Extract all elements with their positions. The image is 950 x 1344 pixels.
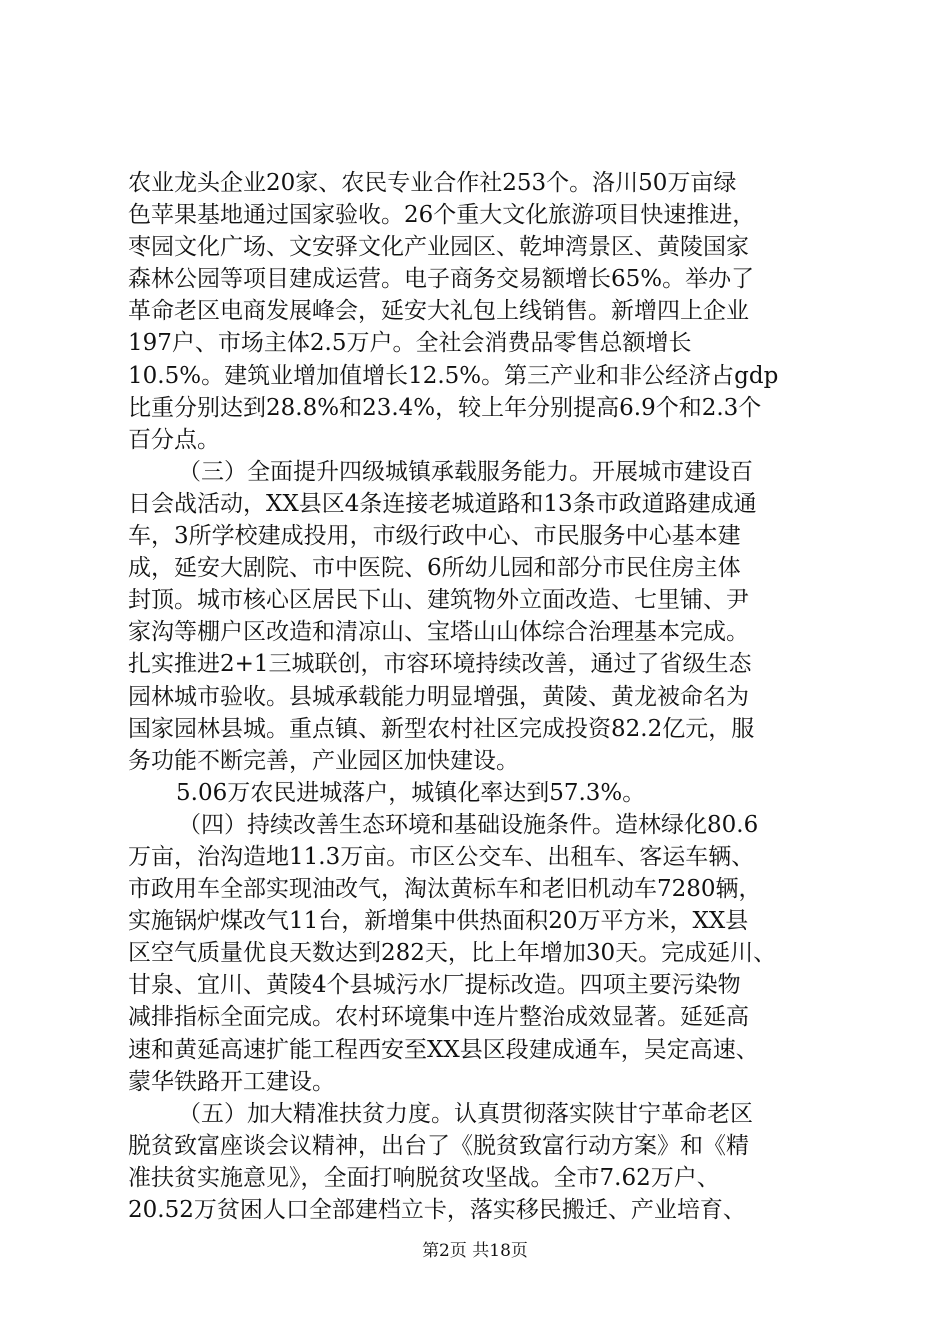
text-line: 革命老区电商发展峰会，延安大礼包上线销售。新增四上企业 xyxy=(128,298,749,325)
section-heading-line: （四）持续改善生态环境和基础设施条件。造林绿化80.6 xyxy=(178,811,759,838)
text-line: 色苹果基地通过国家验收。26个重大文化旅游项目快速推进， xyxy=(128,202,756,229)
page-number-footer: 第2页 共18页 xyxy=(422,1241,528,1261)
text-line: 成，延安大剧院、市中医院、6所幼儿园和部分市民住房主体 xyxy=(128,555,741,582)
text-line: 封顶。城市核心区居民下山、建筑物外立面改造、七里铺、尹 xyxy=(128,587,749,614)
text-line: 万亩，治沟造地11.3万亩。市区公交车、出租车、客运车辆、 xyxy=(128,843,755,870)
text-line: 务功能不断完善，产业园区加快建设。 xyxy=(128,747,519,774)
text-line: 20.52万贫困人口全部建档立卡，落实移民搬迁、产业培育、 xyxy=(128,1197,746,1223)
text-line: 森林公园等项目建成运营。电子商务交易额增长65%。举办了 xyxy=(128,266,755,293)
text-line: 197户、市场主体2.5万户。全社会消费品零售总额增长 xyxy=(128,330,692,357)
text-line: 枣园文化广场、文安驿文化产业园区、乾坤湾景区、黄陵国家 xyxy=(128,234,749,261)
text-line: 家沟等棚户区改造和清凉山、宝塔山山体综合治理基本完成。 xyxy=(128,619,749,646)
section-heading-line: （五）加大精准扶贫力度。认真贯彻落实陕甘宁革命老区 xyxy=(178,1100,753,1127)
text-line: 百分点。 xyxy=(128,426,220,453)
text-line: 园林城市验收。县城承载能力明显增强，黄陵、黄龙被命名为 xyxy=(128,683,749,710)
text-line: 甘泉、宜川、黄陵4个县城污水厂提标改造。四项主要污染物 xyxy=(128,972,741,999)
text-line: 区空气质量优良天数达到282天，比上年增加30天。完成延川、 xyxy=(128,940,777,967)
text-line: 减排指标全面完成。农村环境集中连片整治成效显著。延延高 xyxy=(128,1004,749,1031)
text-line: 比重分别达到28.8%和23.4%，较上年分别提高6.9个和2.3个 xyxy=(128,394,762,421)
text-line: 实施锅炉煤改气11台，新增集中供热面积20万平方米，XX县 xyxy=(128,908,749,935)
text-line: 5.06万农民进城落户，城镇化率达到57.3%。 xyxy=(176,779,646,806)
text-line: 车，3所学校建成投用，市级行政中心、市民服务中心基本建 xyxy=(128,523,741,550)
text-line: 准扶贫实施意见》，全面打响脱贫攻坚战。全市7.62万户、 xyxy=(128,1164,720,1191)
text-line: 国家园林县城。重点镇、新型农村社区完成投资82.2亿元，服 xyxy=(128,715,755,742)
section-heading-line: （三）全面提升四级城镇承载服务能力。开展城市建设百 xyxy=(178,458,753,485)
text-line: 蒙华铁路开工建设。 xyxy=(128,1068,335,1095)
text-line: 市政用车全部实现油改气，淘汰黄标车和老旧机动车7280辆， xyxy=(128,876,762,903)
text-line: 日会战活动，XX县区4条连接老城道路和13条市政道路建成通 xyxy=(128,490,757,517)
text-line: 速和黄延高速扩能工程西安至XX县区段建成通车，吴定高速、 xyxy=(128,1036,759,1063)
text-line: 农业龙头企业20家、农民专业合作社253个。洛川50万亩绿 xyxy=(128,170,737,196)
text-line: 扎实推进2+1三城联创，市容环境持续改善，通过了省级生态 xyxy=(128,651,752,678)
text-line: 10.5%。建筑业增加值增长12.5%。第三产业和非公经济占gdp xyxy=(128,362,779,389)
text-line: 脱贫致富座谈会议精神，出台了《脱贫致富行动方案》和《精 xyxy=(128,1132,749,1159)
